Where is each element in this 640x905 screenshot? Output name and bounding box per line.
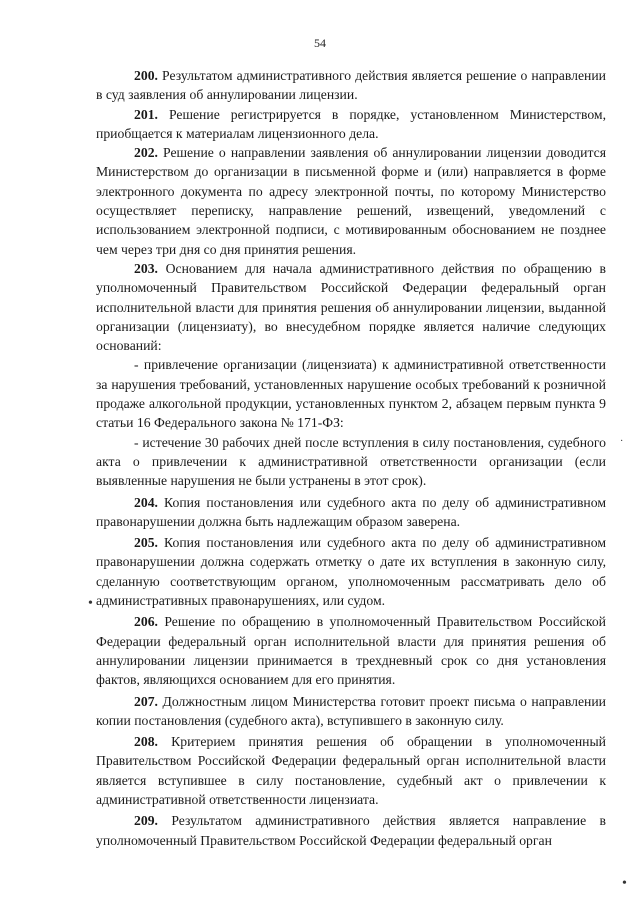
paragraph-number: 202. (134, 145, 158, 161)
paragraph-text: Результатом административного действия является направление в уполномоченный Правительством Российской Федерации федеральный орган (96, 813, 607, 848)
paragraph-number: 208. (134, 734, 158, 750)
paragraph-number: 201. (134, 106, 158, 122)
paragraph-number: 205. (134, 535, 158, 551)
paragraph-text: Основанием для начала административного действия по обращению в уполномоченный Правительством Российской Федерации федеральный орган исполнительной власти для принятия решения об аннулировании лицензии, выданной организации (лицензиату), во внесудебном порядке является наличие следующих оснований: (96, 260, 606, 354)
paragraph-text: Должностным лицом Министерства готовит проект письма о направлении копии постановления (судебного акта), вступившего в законную силу. (96, 693, 606, 728)
paragraph-205 (96, 533, 606, 610)
paragraph-200 (96, 66, 606, 105)
paragraph-number: 203. (134, 260, 158, 276)
paragraph-number: 204. (134, 494, 158, 510)
paragraph-text: Копия постановления или судебного акта по делу об административном правонарушении должна быть надлежащим образом заверена. (96, 494, 606, 529)
paragraph-text: Критерием принятия решения об обращении в уполномоченный Правительством Российской Федерации федеральный орган исполнительной власти является вступившее в силу постановление, судебный акт о привлечении к административной ответственности лицензиата. (96, 734, 606, 807)
paragraph-207 (96, 692, 606, 731)
paragraph-number: 206. (134, 614, 158, 630)
document-body (96, 66, 606, 850)
paragraph-202 (96, 143, 606, 259)
paragraph-text: Результатом административного действия является решение о направлении в суд заявления об аннулировании лицензии. (96, 68, 606, 103)
page-number: 54 (314, 36, 326, 50)
scan-speck: • (622, 876, 627, 891)
paragraph-206 (96, 612, 606, 689)
list-item-violation (96, 355, 606, 432)
scan-speck: • (88, 596, 93, 611)
paragraph-208 (96, 732, 606, 809)
paragraph-text: Копия постановления или судебного акта по делу об административном правонарушении должна содержать отметку о дате их вступления в законную силу, сделанную соответствующим органом, уполномоченным рассматривать дело об административных правонарушениях, или судом. (96, 535, 606, 609)
paragraph-203 (96, 259, 606, 355)
scan-speck: · (620, 436, 624, 447)
list-item-deadline (96, 433, 606, 491)
paragraph-number: 207. (134, 693, 158, 709)
paragraph-number: 209. (134, 813, 158, 829)
paragraph-text: Решение регистрируется в порядке, установленном Министерством, приобщается к материалам лицензионного дела. (96, 106, 606, 141)
paragraph-text: Решение о направлении заявления об аннулировании лицензии доводится Министерством до организации в письменной форме и (или) направляется в форме электронного документа по адресу электронной почты, по которому Министерство осуществляет переписку, направление решений, извещений, уведомлений с использованием электронной подписи, с мотивированным обоснованием не позднее чем через три дня со дня принятия решения. (96, 145, 606, 257)
paragraph-204 (96, 493, 606, 532)
list-item-text: - истечение 30 рабочих дней после вступления в силу постановления, судебного акта о привлечении к административной ответственности организации (если выявленные нарушения не были устранены в этот срок). (96, 434, 606, 489)
paragraph-text: Решение по обращению в уполномоченный Правительством Российской Федерации федеральный орган исполнительной власти для принятия решения об аннулировании лицензии принимается в трехдневный срок со дня установления фактов, являющихся основанием для его принятия. (96, 614, 606, 688)
paragraph-201 (96, 105, 606, 144)
paragraph-number: 200. (134, 68, 158, 83)
paragraph-209 (96, 811, 606, 850)
list-item-text: - привлечение организации (лицензиата) к административной ответственности за нарушения требований, установленных нарушение особых требований к розничной продаже алкогольной продукции, установленных пунктом 2, абзацем первым пункта 9 статьи 16 Федерального закона № 171-ФЗ: (96, 357, 606, 431)
